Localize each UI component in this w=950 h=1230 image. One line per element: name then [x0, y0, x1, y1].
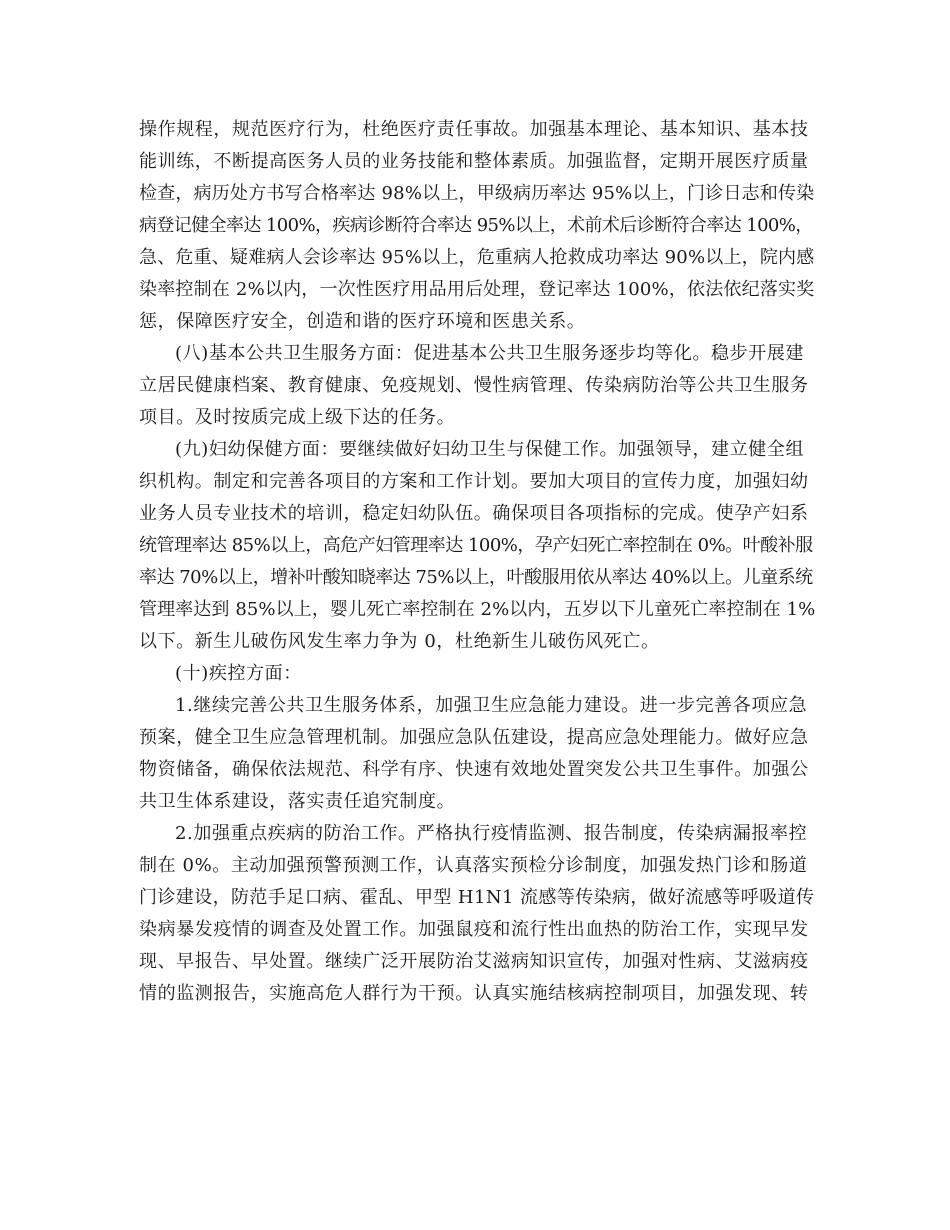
paragraph-first-line: 1.继续完善公共卫生服务体系，加强卫生应急能力建设。进一步完善各项应急	[175, 695, 808, 716]
text-line: 制在 0%。主动加强预警预测工作，认真落实预检分诊制度，加强发热门诊和肠道	[139, 855, 808, 876]
text-line: 预案，健全卫生应急管理机制。加强应急队伍建设，提高应急处理能力。做好应急	[139, 727, 809, 748]
text-line: 染病暴发疫情的调查及处置工作。加强鼠疫和流行性出血热的防治工作，实现早发	[139, 919, 809, 940]
text-line: 惩，保障医疗安全，创造和谐的医疗环境和医患关系。	[139, 311, 586, 332]
text-line: 立居民健康档案、教育健康、免疫规划、慢性病管理、传染病防治等公共卫生服务	[139, 375, 809, 396]
paragraph-first-line: (九)妇幼保健方面：要继续做好妇幼卫生与保健工作。加强领导，建立健全组	[175, 439, 805, 460]
document-body-text	[139, 114, 815, 1010]
text-line: 病登记健全率达 100%，疾病诊断符合率达 95%以上，术前术后诊断符合率达 100%，	[139, 215, 813, 236]
text-line: 检查，病历处方书写合格率达 98%以上，甲级病历率达 95%以上，门诊日志和传染	[139, 183, 815, 204]
text-line: 染率控制在 2%以内，一次性医疗用品用后处理，登记率达 100%，依法依纪落实奖	[139, 279, 815, 300]
text-line: 以下。新生儿破伤风发生率力争为 0，杜绝新生儿破伤风死亡。	[139, 631, 660, 652]
text-line: 统管理率达 85%以上，高危产妇管理率达 100%，孕产妇死亡率控制在 0%。叶酸补服	[139, 535, 813, 556]
paragraph-first-line: (十)疾控方面：	[175, 663, 302, 684]
text-line: 门诊建设，防范手足口病、霍乱、甲型 H1N1 流感等传染病，做好流感等呼吸道传	[139, 887, 815, 908]
text-line: 管理率达到 85%以上，婴儿死亡率控制在 2%以内，五岁以下儿童死亡率控制在 1%	[139, 599, 816, 620]
text-line: 物资储备，确保依法规范、科学有序、快速有效地处置突发公共卫生事件。加强公	[139, 759, 809, 780]
text-line: 能训练，不断提高医务人员的业务技能和整体素质。加强监督，定期开展医疗质量	[139, 151, 809, 172]
text-line: 共卫生体系建设，落实责任追究制度。	[139, 791, 456, 812]
text-line: 现、早报告、早处置。继续广泛开展防治艾滋病知识宣传，加强对性病、艾滋病疫	[139, 951, 809, 972]
text-line: 业务人员专业技术的培训，稳定妇幼队伍。确保项目各项指标的完成。使孕产妇系	[139, 503, 809, 524]
text-line: 情的监测报告，实施高危人群行为干预。认真实施结核病控制项目，加强发现、转	[139, 983, 809, 1004]
text-line: 急、危重、疑难病人会诊率达 95%以上，危重病人抢救成功率达 90%以上，院内感	[139, 247, 815, 268]
paragraph-first-line: 2.加强重点疾病的防治工作。严格执行疫情监测、报告制度，传染病漏报率控	[175, 823, 808, 844]
text-line: 项目。及时按质完成上级下达的任务。	[139, 407, 456, 428]
text-line: 率达 70%以上，增补叶酸知晓率达 75%以上，叶酸服用依从率达 40%以上。儿童系统	[139, 567, 813, 588]
text-line: 操作规程，规范医疗行为，杜绝医疗责任事故。加强基本理论、基本知识、基本技	[139, 119, 809, 140]
paragraph-first-line: (八)基本公共卫生服务方面：促进基本公共卫生服务逐步均等化。稳步开展建	[175, 343, 805, 364]
text-line: 织机构。制定和完善各项目的方案和工作计划。要加大项目的宣传力度，加强妇幼	[139, 471, 809, 492]
